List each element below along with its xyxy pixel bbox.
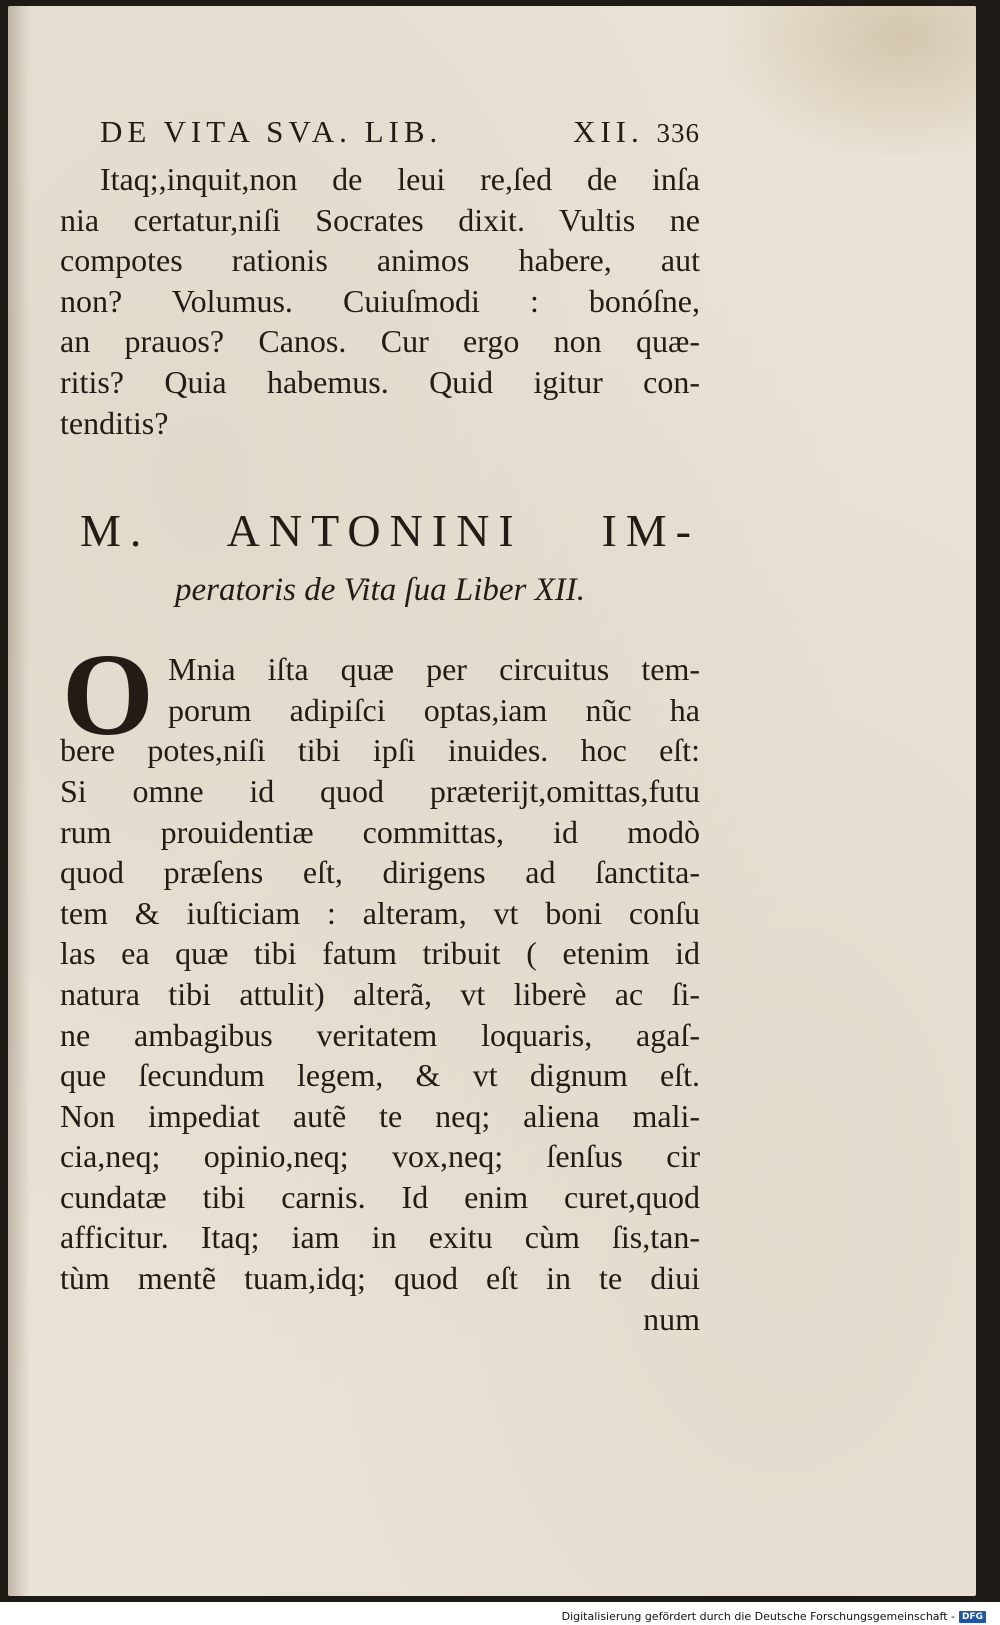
- text-line: rum prouidentiæ committas, id modò: [60, 813, 700, 850]
- water-stain: [728, 6, 976, 156]
- running-head-title: DE VITA SVA. LIB.: [100, 114, 443, 149]
- running-head-right: [573, 112, 700, 153]
- text-line: tùm mentẽ tuam,idq; quod eſt in te diui: [60, 1260, 700, 1297]
- body-paragraph: [60, 629, 700, 1339]
- text-line: quod præſens eſt, dirigens ad ſanctita-: [60, 854, 700, 891]
- text-line: afficitur. Itaq; iam in exitu cùm ſis,tan-: [60, 1219, 700, 1256]
- text-line: bere potes,niſi tibi ipſi inuides. hoc eſt:: [60, 732, 700, 769]
- text-line: tem & iuſticiam : alteram, vt boni conſu: [60, 894, 700, 931]
- text-line: que ſecundum legem, & vt dignum eſt.: [60, 1057, 700, 1094]
- text-line: las ea quæ tibi fatum tribuit ( etenim id: [60, 935, 700, 972]
- text-line: compotes rationis animos habere, aut: [60, 242, 700, 279]
- heading-main: M. ANTONINI IM-: [80, 505, 700, 557]
- text-line: nia certatur,niſi Socrates dixit. Vultis ne: [60, 201, 700, 238]
- text-line: ritis? Quia habemus. Quid igitur con-: [60, 363, 700, 400]
- text-line: Mnia iſta quæ per circuitus tem-: [168, 651, 700, 688]
- text-line: Si omne id quod præterijt,omittas,futu: [60, 772, 700, 809]
- digitization-credit: [562, 1610, 986, 1623]
- book-page: [8, 6, 976, 1596]
- text-line: cundatæ tibi carnis. Id enim curet,quod: [60, 1178, 700, 1215]
- running-head: [60, 112, 700, 153]
- text-line: natura tibi attulit) alterã, vt liberè ac ſi-: [60, 975, 700, 1012]
- text-line: Non impediat autẽ te neq; aliena mali-: [60, 1097, 700, 1134]
- book-heading: [60, 501, 700, 613]
- text-line: ne ambagibus veritatem loquaris, agaſ-: [60, 1016, 700, 1053]
- spine-shadow: [8, 6, 30, 1596]
- credit-text: Digitalisierung gefördert durch die Deutsche Forschungsgemeinschaft -: [561, 1610, 955, 1623]
- intro-paragraph: [60, 159, 700, 443]
- heading-subtitle: peratoris de Vita ſua Liber XII.: [174, 572, 586, 609]
- text-line: cia,neq; opinio,neq; vox,neq; ſenſus cir: [60, 1138, 700, 1175]
- catchword: num: [643, 1300, 700, 1337]
- text-line: an prauos? Canos. Cur ergo non quæ-: [60, 323, 700, 360]
- folio-number: 336: [656, 118, 700, 148]
- text-block: [60, 112, 700, 1339]
- text-line: non? Volumus. Cuiuſmodi : bonóſne,: [60, 282, 700, 319]
- text-line: tenditis?: [60, 404, 169, 441]
- running-head-book: XII.: [572, 114, 644, 149]
- drop-cap-initial: O: [62, 629, 154, 761]
- text-line: porum adipiſci optas,iam nũc ha: [168, 691, 700, 728]
- dfg-logo-icon: DFG: [959, 1611, 986, 1623]
- text-line: Itaq;,inquit,non de leui re,ſed de inſa: [100, 161, 700, 197]
